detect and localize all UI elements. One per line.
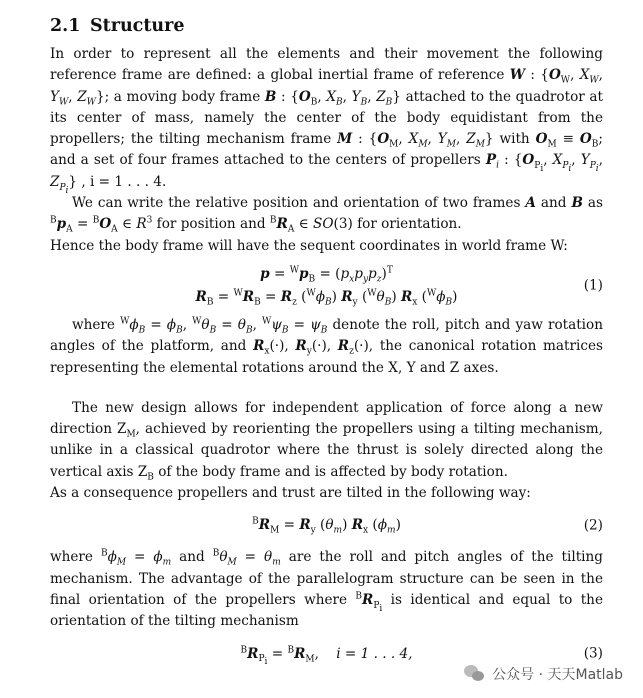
paragraph-hence: Hence the body frame will have the sequent coordinates in world frame W: (50, 237, 568, 254)
equation-3: $^BR_{P_i} = ^BR_M$, i = 1 . . . 4, (3) (240, 645, 603, 668)
equation-3-tag: (3) (583, 645, 603, 662)
paragraph-tilting-angles: where $^B\phi_M = \phi_m$ and $^B\theta_M = \theta_m$ are the roll and pitch angles of the tilting mechanism. The advantage of the parallelogram structure can be seen in the final orientation of the propellers where $^BR_{P_i}$ is identical and equal to the orientation of the tilting mechanism (50, 548, 603, 630)
watermark-text: 公众号 · 天天Matlab (492, 667, 623, 683)
section-heading (50, 14, 603, 38)
paragraph-new-design: The new design allows for independent application of force along a new direction $Z_M$, achieved by reorienting the propellers using a tilting mechanism, unlike in a classical quadrotor where the thrust is solely directed along the vertical axis $Z_B$ of the body frame and is affected by body rotation. (50, 399, 603, 483)
paragraph-relative: We can write the relative position and orientation of two frames A and B as $^Bp_A = ^BO_A$ ∈ $R^3$ for position and $^BR_A$ ∈ SO(3) for orientation. (50, 195, 603, 236)
paper-page (50, 14, 603, 666)
paragraph-where-angles: where $^W\phi_B = \phi_B$, $^W\theta_B = \theta_B$, $^W\psi_B = \psi_B$ denote the roll, pitch and yaw rotation angles of the platform, and $R_x(\cdot)$, $R_y(\cdot)$, $R_z(\cdot)$, the canonical rotation matrices representing the elemental rotations around the X, Y and Z axes. (50, 316, 603, 376)
paragraph-frames: In order to represent all the elements and their movement the following reference frame are defined: a global inertial frame of reference W : {$O_W$, $X_W$, $Y_W$, $Z_W$}; a moving body frame B : {$O_B$, $X_B$, $Y_B$, $Z_B$} attached to the quadrotor at its center of mass, namely the center of the body equidistant from the propellers; the tilting mechanism frame M : {$O_M$, $X_M$, $Y_M$, $Z_M$} with $O_M \equiv O_B$; and a set of four frames attached to the centers of propellers $P_i$ : {$O_{P_i}$, $X_{P_i}$, $Y_{P_i}$, $Z_{P_i}$} , i = 1 . . . 4. (50, 46, 603, 196)
wechat-icon (464, 665, 486, 683)
equation-2-tag: (2) (583, 517, 603, 534)
watermark (464, 664, 623, 684)
equation-2: $^BR_M = R_y$ $(\theta_m)$ $R_x$ $(\phi_m)$ (2) (252, 516, 603, 537)
section-number: 2.1 (50, 16, 81, 36)
equation-1-tag: (1) (583, 277, 603, 294)
paragraph-consequence: As a consequence propellers and trust are tilted in the following way: (50, 485, 531, 502)
equation-1: $p = ^Wp_B = (p_xp_yp_z)^T$ $R_B = ^WR_B = R_z$ $(^W\phi_B)$ $R_y$ $(^W\theta_B)$ $R_x$ $(^W\phi_B)$ (1) (195, 265, 603, 308)
section-title: Structure (90, 16, 185, 36)
